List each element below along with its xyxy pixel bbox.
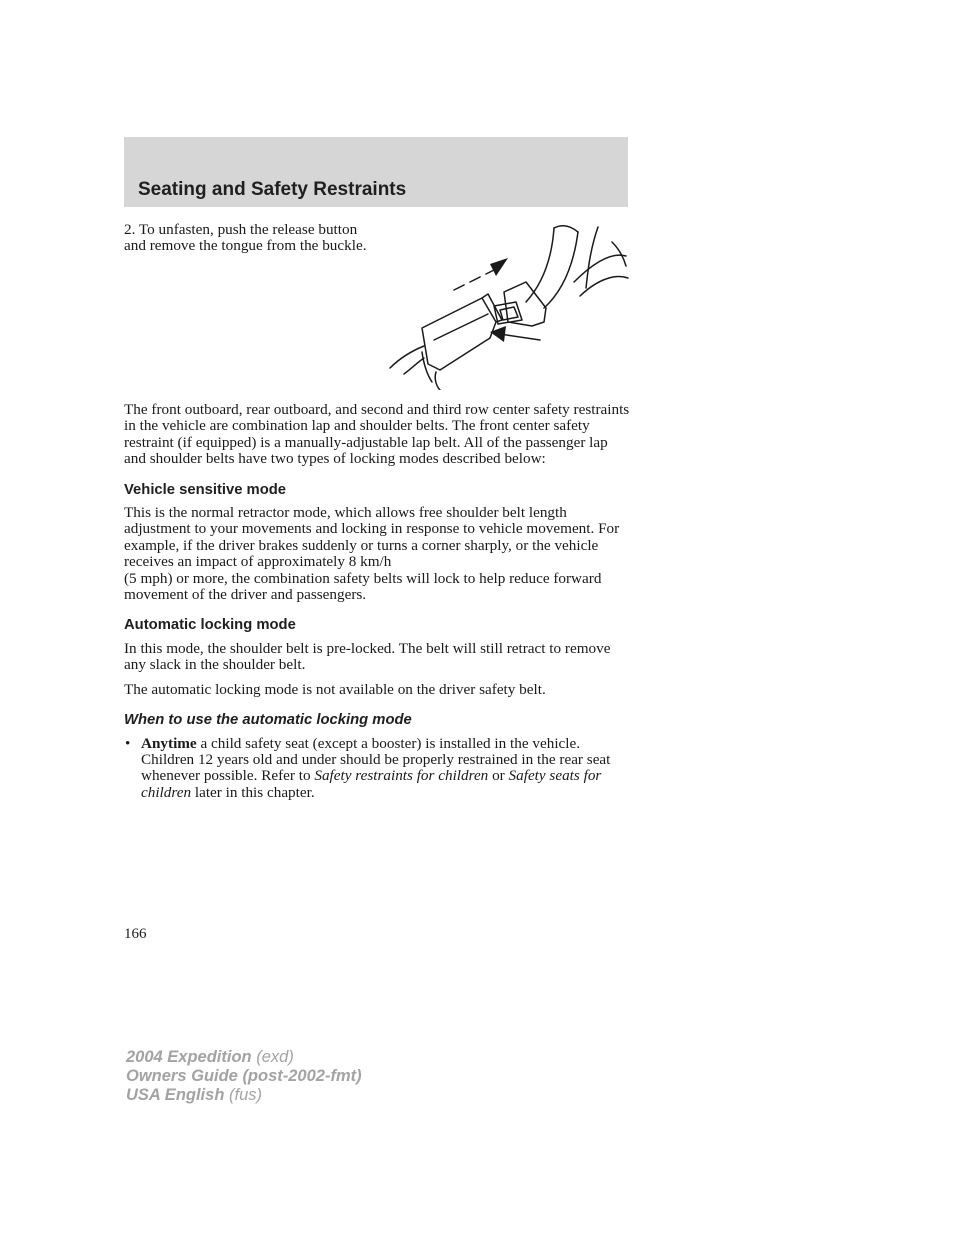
anytime-label: Anytime	[141, 734, 197, 752]
vehicle-sensitive-body-part2: (5 mph) or more, the combination safety belts will lock to help reduce forward movement of the driver and passengers.	[124, 569, 602, 604]
footer-line-3	[126, 1086, 362, 1105]
document-footer	[126, 1048, 362, 1105]
safety-seats-reference: Safety seats for children	[141, 767, 602, 801]
footer-model-code: (exd)	[251, 1048, 294, 1066]
list-item	[124, 736, 630, 802]
footer-guide: Owners Guide (post-2002-fmt)	[126, 1067, 362, 1085]
section-title: Seating and Safety Restraints	[138, 179, 407, 200]
vehicle-sensitive-body-part1: This is the normal retractor mode, which allows free shoulder belt length adjustment to your movements and locking in response to vehicle movement. For example, if the driver brakes suddenly or turns a corner sharply, or the vehicle receives an impact of approximately 8 km/h	[124, 504, 620, 571]
vehicle-sensitive-body	[124, 505, 630, 603]
automatic-locking-driver-note: The automatic locking mode is not available on the driver safety belt.	[124, 680, 546, 698]
list-item-text-2: or	[488, 767, 509, 785]
footer-language-code: (fus)	[224, 1086, 262, 1104]
locking-modes-intro: The front outboard, rear outboard, and second and third row center safety restraints in the vehicle are combination lap and shoulder belts. The front center safety restraint (if equipped) is a manually-adjustable lap belt. All of the passenger lap and shoulder belts have two types of locking modes described below:	[124, 401, 630, 468]
bullet-icon: •	[125, 734, 131, 752]
footer-line-1	[126, 1048, 362, 1067]
main-content	[124, 402, 630, 801]
page-number: 166	[124, 926, 147, 942]
list-item-text-3: later in this chapter.	[191, 783, 315, 801]
list-item-text-1: a child safety seat (except a booster) is installed in the vehicle. Children 12 years old and under should be properly restrained in the rear seat whenever possible. Refer to	[141, 734, 611, 785]
section-header-band	[124, 137, 628, 207]
seat-belt-buckle-illustration-icon	[384, 222, 630, 390]
footer-line-2	[126, 1067, 362, 1086]
unfasten-step-text: 2. To unfasten, push the release button and remove the tongue from the buckle.	[124, 221, 367, 255]
footer-language: USA English	[126, 1086, 225, 1104]
footer-model: 2004 Expedition	[126, 1048, 252, 1066]
when-to-use-list	[124, 736, 630, 802]
automatic-locking-body: In this mode, the shoulder belt is pre-locked. The belt will still retract to remove any slack in the shoulder belt.	[124, 639, 611, 674]
vehicle-sensitive-heading: Vehicle sensitive mode	[124, 481, 287, 498]
automatic-locking-heading: Automatic locking mode	[124, 617, 296, 634]
safety-restraints-reference: Safety restraints for children	[314, 767, 489, 785]
when-to-use-heading: When to use the automatic locking mode	[124, 712, 412, 729]
